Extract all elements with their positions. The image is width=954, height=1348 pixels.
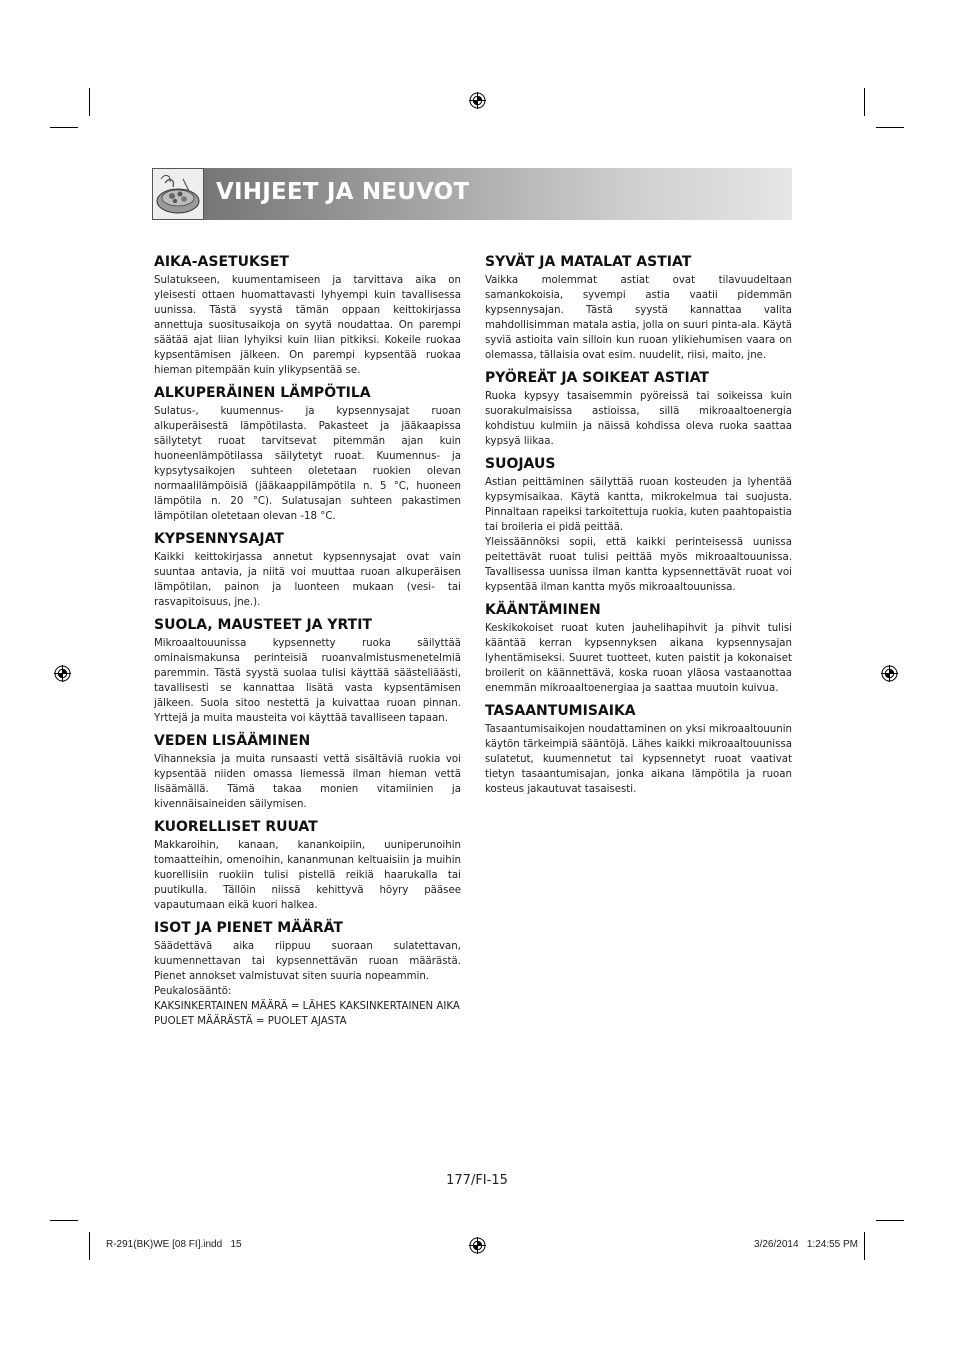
section-heading: PYÖREÄT JA SOIKEAT ASTIAT bbox=[485, 370, 709, 386]
section-round-oval-dishes bbox=[485, 369, 792, 449]
section-adding-water bbox=[154, 732, 461, 812]
right-column bbox=[485, 253, 792, 803]
section-salt-spices-herbs bbox=[154, 616, 461, 726]
registration-mark-icon bbox=[881, 665, 898, 682]
registration-mark-icon bbox=[54, 665, 71, 682]
section-text: Sulatus-, kuumennus- ja kypsennysajat ruoan alkuperäisestä lämpötilasta. Pakasteet ja jääkaapissa säilytetyt ruoat tarvitsevat pitemmän ajan kuin huoneenlämpötilassa säilytetyt ruoat. Kuumennus- ja kypsytysaikojen suhteen oletetaan ruokien olevan normaalilämpöisiä (jääkaappilämpötila n. 5 °C, huoneen lämpötila n. 20 °C). Sulatusajan suhteen pakastimen lämpötilan oletetaan olevan -18 °C. bbox=[154, 406, 461, 522]
crop-mark bbox=[50, 127, 78, 128]
crop-mark bbox=[50, 1220, 78, 1221]
section-heading: TASAANTUMISAIKA bbox=[485, 703, 636, 719]
crop-mark bbox=[89, 1232, 90, 1260]
page-title: VIHJEET JA NEUVOT bbox=[216, 179, 470, 205]
food-dish-icon bbox=[153, 169, 203, 219]
section-text: Kaikki keittokirjassa annetut kypsennysajat ovat vain suuntaa antavia, ja niitä voi muuttaa ruoan alkuperäisen lämpötilan, painon ja luonteen mukaan (vesi- tai rasvapitoisuus, jne.). bbox=[154, 552, 461, 608]
section-large-small-quantities bbox=[154, 919, 461, 1029]
page-number: 177/FI-15 bbox=[446, 1173, 508, 1188]
section-standing-time bbox=[485, 702, 792, 797]
section-heading: AIKA-ASETUKSET bbox=[154, 254, 289, 270]
section-banner bbox=[152, 168, 792, 220]
rule-of-thumb-double: KAKSINKERTAINEN MÄÄRÄ = LÄHES KAKSINKERTAINEN AIKA bbox=[154, 1001, 460, 1012]
crop-mark bbox=[864, 1232, 865, 1260]
registration-mark-icon bbox=[469, 1237, 486, 1254]
section-covering bbox=[485, 455, 792, 595]
rule-of-thumb-label: Peukalosääntö: bbox=[154, 986, 232, 997]
section-heading: VEDEN LISÄÄMINEN bbox=[154, 733, 311, 749]
section-heading: ALKUPERÄINEN LÄMPÖTILA bbox=[154, 385, 371, 401]
food-dish-illustration bbox=[152, 168, 204, 220]
section-heading: SYVÄT JA MATALAT ASTIAT bbox=[485, 254, 692, 270]
section-time-settings bbox=[154, 253, 461, 378]
section-cooking-times bbox=[154, 530, 461, 610]
section-foods-with-skin bbox=[154, 818, 461, 913]
section-initial-temperature bbox=[154, 384, 461, 524]
section-text: Astian peittäminen säilyttää ruoan kosteuden ja lyhentää kypsymisaikaa. Käytä kantta, mikrokelmua tai suojusta. Pinnaltaan rapeiksi tarkoitettuja ruokia, kuten paahtopaistia tai broileria ei pidä peittää. bbox=[485, 477, 792, 533]
crop-mark bbox=[89, 88, 90, 116]
section-text: Mikroaaltouunissa kypsennetty ruoka säilyttää ominaismakunsa perinteisiä ruoanvalmistusmenetelmiä paremmin. Tästä syystä suolaa tulisi käyttää säästeliäästi, tavallisesti se kannattaa lisätä vasta kypsentämisen jälkeen. Suola sitoo nestettä ja kuivattaa ruoan pinnan. Yrttejä ja muita mausteita voi käyttää tavalliseen tapaan. bbox=[154, 638, 461, 724]
section-text: Makkaroihin, kanaan, kanankoipiin, uuniperunoihin tomaatteihin, omenoihin, kananmunan keltuaisiin ja muihin kuorellisiin ruokiin tulisi pistellä reikiä haarukalla tai puutikulla. Tällöin niissä kehittyvä höyry pääsee vapautumaan eikä kuori halkea. bbox=[154, 840, 461, 911]
section-text: Säädettävä aika riippuu suoraan sulatettavan, kuumennettavan tai kypsennettävän ruoan määrästä. Pienet annokset valmistuvat siten suuria nopeammin. bbox=[154, 941, 461, 982]
section-text: Vaikka molemmat astiat ovat tilavuudeltaan samankokoisia, syvempi astia vaatii pidemmän kypsennysajan. Tästä syystä kannattaa valita mahdollisimman matala astia, jolla on suuri pinta-ala. Käytä syviä astioita vain silloin kun ruoan ylikiehumisen vaara on olemassa, tällaisia ovat esim. nuudelit, riisi, maito, jne. bbox=[485, 275, 792, 361]
footer-timestamp: 3/26/2014 1:24:55 PM bbox=[754, 1239, 858, 1250]
crop-mark bbox=[876, 1220, 904, 1221]
section-text: Tasaantumisaikojen noudattaminen on yksi mikroaaltouunin käytön tärkeimpiä sääntöjä. Lähes kaikki mikroaaltouunissa sulatetut, kuumennetut tai kypsennetyt ruoat vaativat tietyn tasaantumisajan, jonka aikana lämpötila ja ruoan kosteus jakautuvat tasaisesti. bbox=[485, 724, 792, 795]
section-text: Vihanneksia ja muita runsaasti vettä sisältäviä ruokia voi kypsentää niiden omassa liemessä ilman hieman vettä lisäämällä. Tämä takaa monien vitamiinien ja kivennäisaineiden säilymisen. bbox=[154, 754, 461, 810]
section-heading: ISOT JA PIENET MÄÄRÄT bbox=[154, 920, 343, 936]
footer-file-name: R-291(BK)WE [08 FI].indd 15 bbox=[106, 1239, 242, 1250]
section-text: Ruoka kypsyy tasaisemmin pyöreissä tai soikeissa kuin suorakulmaisissa astioissa, sillä mikroaaltoenergia kohdistuu kulmiin ja näissä kohdissa oleva ruoka saattaa kypsyä liikaa. bbox=[485, 391, 792, 447]
section-heading: KUORELLISET RUUAT bbox=[154, 819, 318, 835]
section-turning bbox=[485, 601, 792, 696]
section-heading: SUOLA, MAUSTEET JA YRTIT bbox=[154, 617, 372, 633]
section-heading: SUOJAUS bbox=[485, 456, 556, 472]
section-deep-shallow-dishes bbox=[485, 253, 792, 363]
section-heading: KYPSENNYSAJAT bbox=[154, 531, 284, 547]
crop-mark bbox=[876, 127, 904, 128]
registration-mark-icon bbox=[469, 92, 486, 109]
section-text: Yleissäännöksi sopii, että kaikki perinteisessä uunissa peitettävät ruoat tulisi peittää myös mikroaaltouunissa. Tavallisessa uunissa ilman kantta kypsennettävät ruoat voi kypsentää ilman kantta myös mikroaaltouunissa. bbox=[485, 537, 792, 593]
section-text: Keskikokoiset ruoat kuten jauhelihapihvit ja pihvit tulisi kääntää kerran kypsennyksen aikana kypsennysajan lyhentämiseksi. Suuret tuotteet, kuten paistit ja kokonaiset broilerit on käännettävä, koska ruoan yläosa vastaanottaa enemmän mikroaaltoenergiaa ja saattaa muutoin kuivua. bbox=[485, 623, 792, 694]
crop-mark bbox=[864, 88, 865, 116]
section-heading: KÄÄNTÄMINEN bbox=[485, 602, 601, 618]
left-column bbox=[154, 253, 461, 1035]
rule-of-thumb-half: PUOLET MÄÄRÄSTÄ = PUOLET AJASTA bbox=[154, 1016, 347, 1027]
section-text: Sulatukseen, kuumentamiseen ja tarvittava aika on yleisesti ottaen huomattavasti lyhyempi kuin tavallisessa uunissa. Tästä syystä tämän oppaan keittokirjassa annettuja suositusaikoja on syytä noudattaa. On parempi säätää ajat liian lyhyiksi kuin liian pitkiksi. Kokeile ruokaa kypsentämisen jälkeen. On parempi kypsentää ruokaa hieman pitempään kuin ylikypsentää se. bbox=[154, 275, 461, 376]
